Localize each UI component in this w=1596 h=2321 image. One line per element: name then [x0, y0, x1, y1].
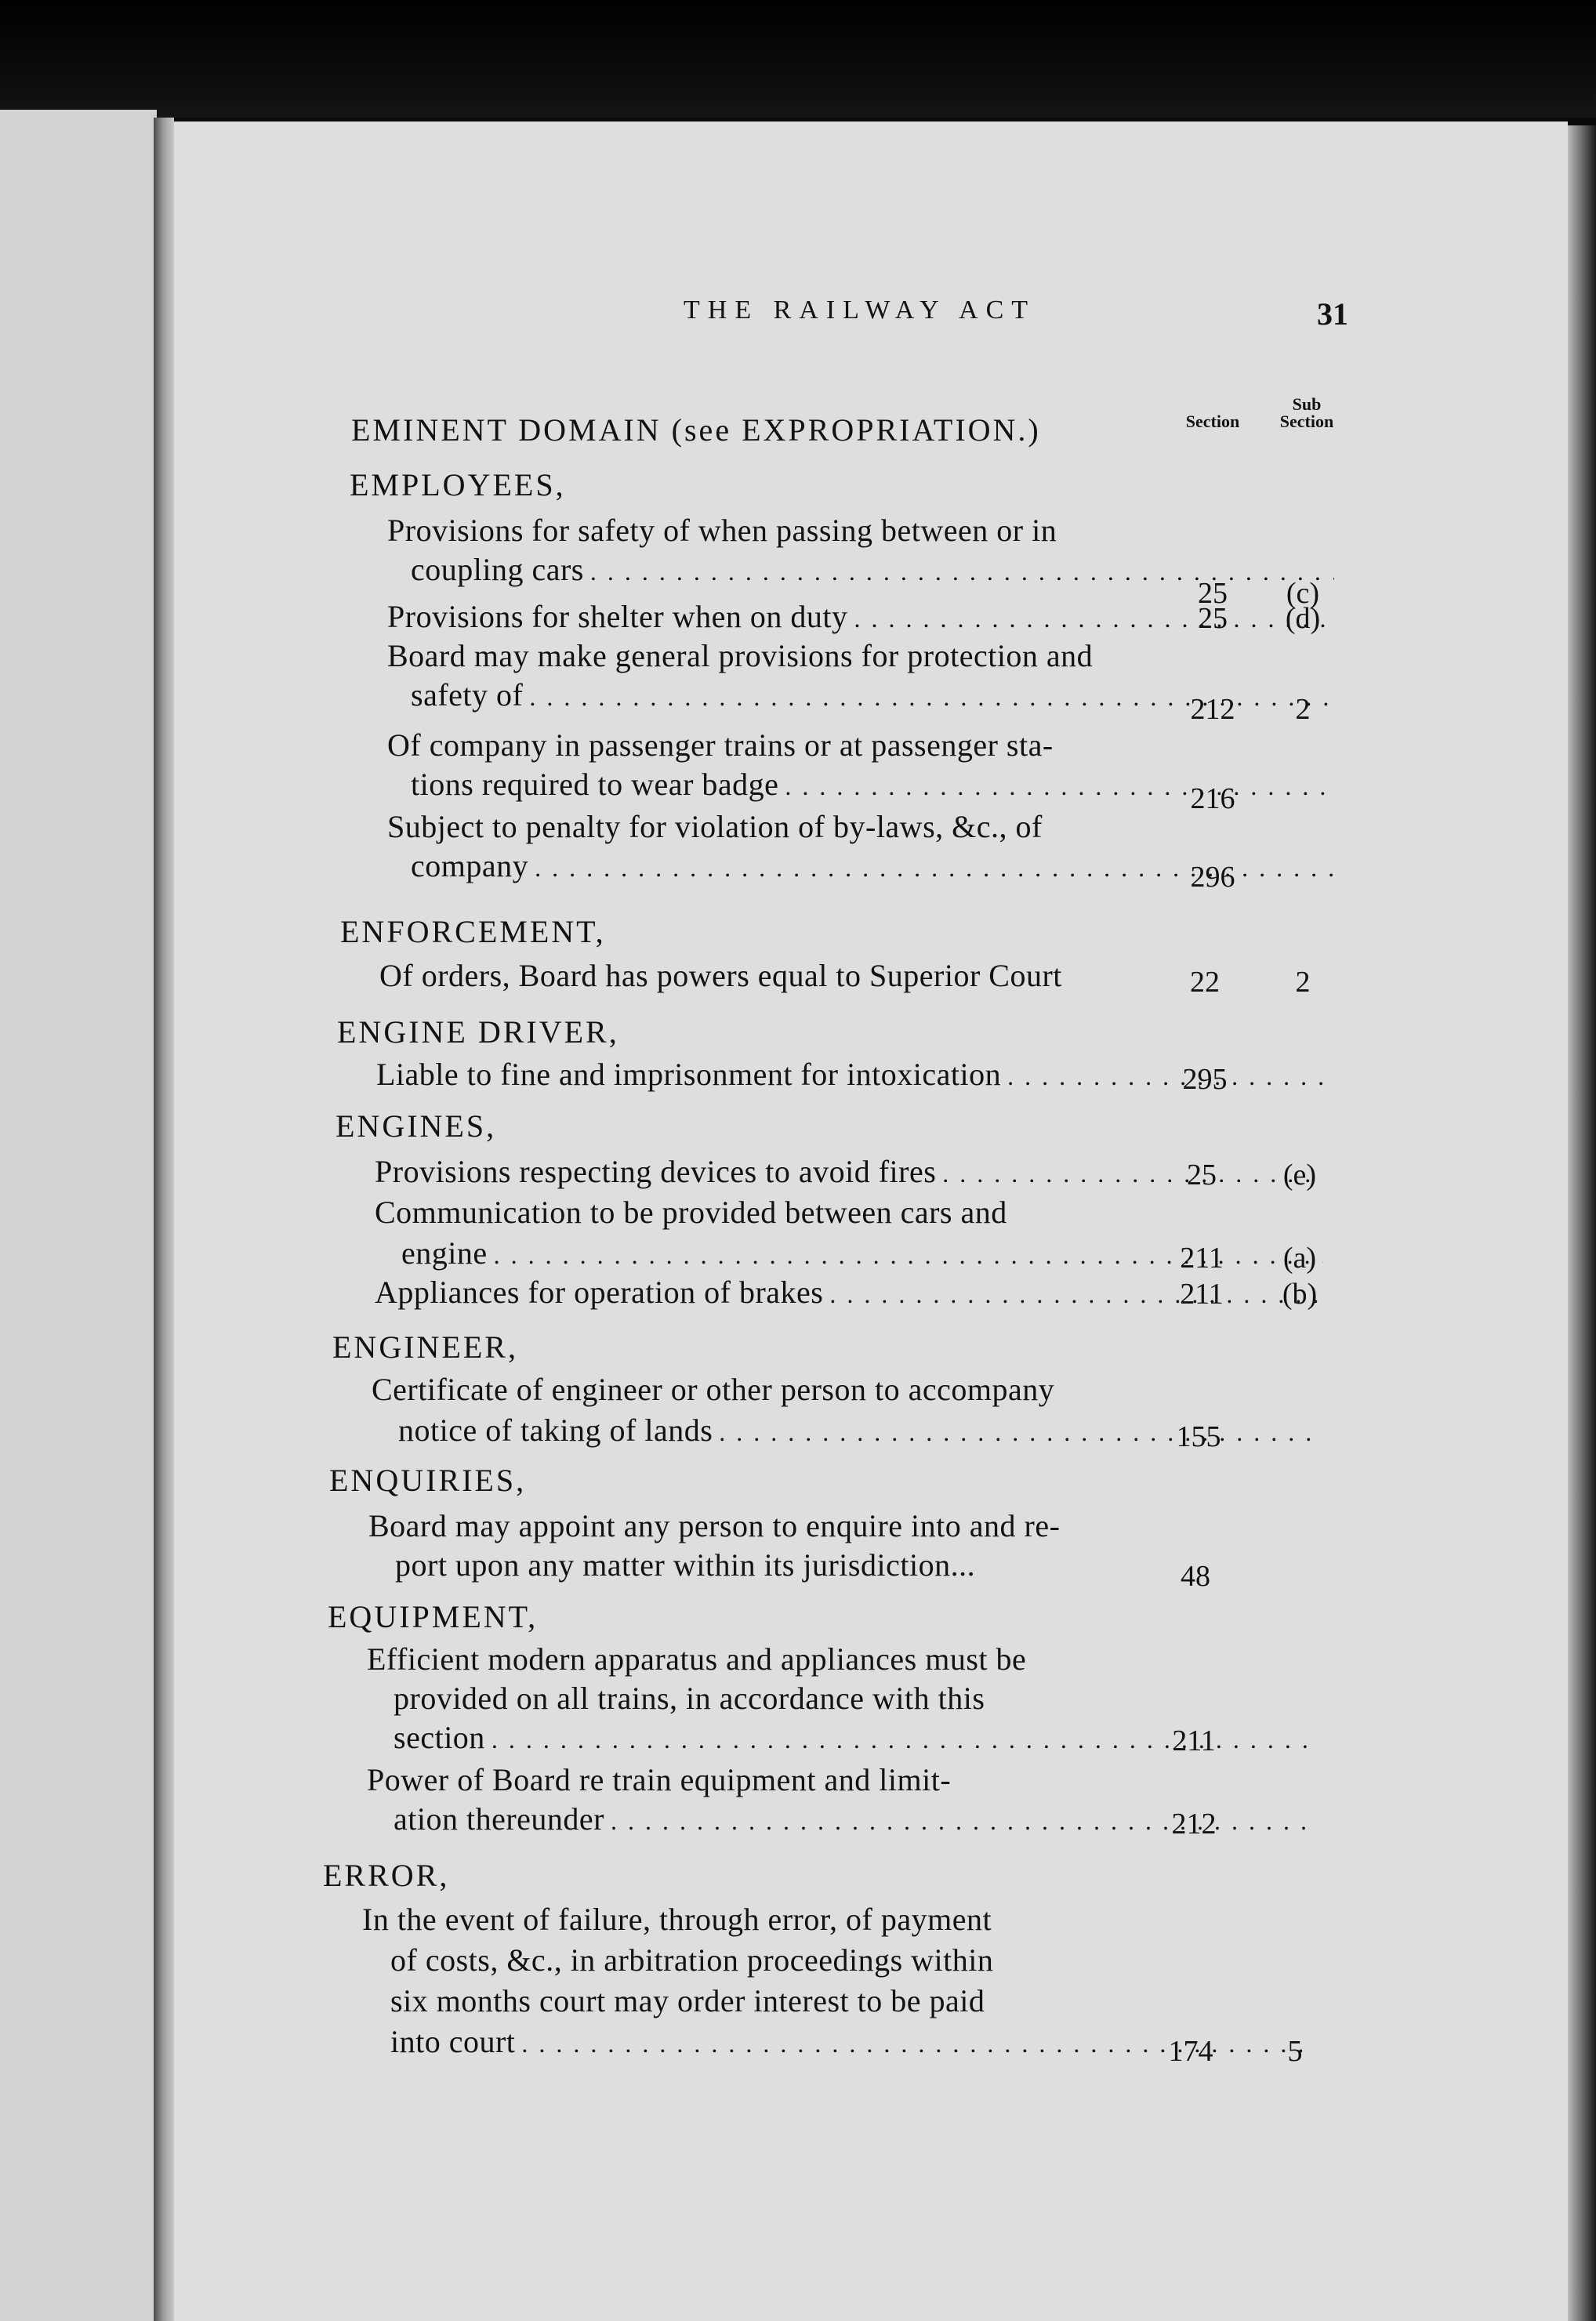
index-entry-text: Board may make general provisions for protection and: [387, 638, 1094, 673]
section-number: 212: [1190, 693, 1235, 726]
section-number: 211: [1180, 1278, 1224, 1311]
index-entry-text: Power of Board re train equipment and limit-: [367, 1762, 952, 1797]
index-entry-text-span: Provisions for shelter when on duty: [387, 599, 854, 634]
document-page: [174, 121, 1568, 2321]
index-entry-text: Communication to be provided between cars and: [375, 1195, 1007, 1230]
index-entry-text: six months court may order interest to be paid: [390, 1983, 985, 2018]
section-number: 48: [1181, 1560, 1210, 1593]
subsection-number: 5: [1287, 2035, 1303, 2068]
index-entry-text-span: tions required to wear badge: [411, 767, 785, 802]
index-entry-text: Efficient modern apparatus and appliances must be: [367, 1641, 1027, 1677]
index-heading-engines: ENGINES,: [336, 1108, 497, 1144]
index-entry-text: provided on all trains, in accordance with this: [394, 1681, 985, 1716]
index-heading-error: ERROR,: [323, 1858, 450, 1893]
index-heading-engineer: ENGINEER,: [332, 1329, 518, 1365]
index-entry-text: port upon any matter within its jurisdiction...: [395, 1547, 976, 1583]
index-entry-text-span: company: [411, 848, 535, 883]
section-number: 212: [1171, 1808, 1217, 1840]
section-number: 211: [1172, 1724, 1216, 1757]
subsection-number: (e): [1282, 1159, 1317, 1191]
section-number: 216: [1190, 782, 1235, 815]
index-entry-text-span: Appliances for operation of brakes: [375, 1275, 829, 1310]
index-entry-text: Certificate of engineer or other person to accompany: [372, 1372, 1055, 1407]
section-number: 211: [1180, 1242, 1224, 1275]
section-number: 25: [1187, 1159, 1217, 1191]
subsection-number: (d): [1285, 602, 1321, 635]
subsection-number: 2: [1295, 966, 1311, 999]
index-entry-text-span: coupling cars: [411, 552, 590, 587]
section-number: 174: [1168, 2035, 1213, 2068]
index-heading-engine-driver: ENGINE DRIVER,: [337, 1014, 619, 1050]
page-right-edge: [1568, 125, 1596, 2321]
index-entry-text-span: engine: [401, 1235, 494, 1271]
section-number: 296: [1190, 861, 1235, 894]
section-number: 295: [1182, 1063, 1228, 1096]
index-entry-text-span: Provisions respecting devices to avoid fires: [375, 1154, 942, 1189]
index-entry-text-span: Liable to fine and imprisonment for intoxication: [376, 1057, 1007, 1092]
index-entry-text: Subject to penalty for violation of by-laws, &c., of: [387, 809, 1043, 844]
subsection-number: (a): [1282, 1242, 1317, 1275]
index-heading-eminent-domain: EMINENT DOMAIN (see EXPROPRIATION.): [351, 412, 1041, 448]
section-number: 25: [1198, 602, 1228, 635]
page-gutter: [154, 118, 174, 2321]
index-entry-text-span: section: [394, 1720, 491, 1755]
index-entry-text-span: safety of: [411, 677, 529, 713]
index-entry-text: In the event of failure, through error, of payment: [362, 1902, 992, 1937]
facing-page-edge: [0, 110, 157, 2321]
index-entry-text: of costs, &c., in arbitration proceedings within: [390, 1942, 994, 1978]
running-head: THE RAILWAY ACT: [684, 296, 1036, 325]
index-heading-enquiries: ENQUIRIES,: [329, 1463, 527, 1498]
index-entry-text: Of company in passenger trains or at passenger sta-: [387, 727, 1054, 763]
index-entry-text-span: into court: [390, 2024, 521, 2059]
column-header-subsection-line1: Sub: [1292, 394, 1322, 414]
column-header-section: Section: [1185, 412, 1240, 431]
section-number: 22: [1190, 966, 1220, 999]
index-heading-enforcement: ENFORCEMENT,: [340, 914, 606, 949]
subsection-number: (b): [1282, 1278, 1318, 1311]
index-entry-text-span: ation thereunder: [394, 1801, 611, 1837]
index-list: [174, 121, 1568, 2321]
index-entry-text: Board may appoint any person to enquire into and re-: [368, 1508, 1061, 1543]
index-entry-text: Provisions for safety of when passing between or in: [387, 513, 1057, 548]
index-entry-text: Of orders, Board has powers equal to Superior Court: [379, 958, 1062, 993]
section-number: 155: [1176, 1420, 1221, 1453]
index-heading-equipment: EQUIPMENT,: [328, 1599, 539, 1634]
index-entry-text-span: notice of taking of lands: [398, 1413, 719, 1448]
scan-background-top: [0, 0, 1596, 118]
section-number: 25: [1198, 577, 1228, 610]
subsection-number: (c): [1286, 577, 1320, 610]
column-header-subsection-line2: Section: [1279, 412, 1334, 431]
page-number: 31: [1317, 296, 1348, 332]
index-heading-employees: EMPLOYEES,: [350, 467, 566, 502]
subsection-number: 2: [1295, 693, 1311, 726]
